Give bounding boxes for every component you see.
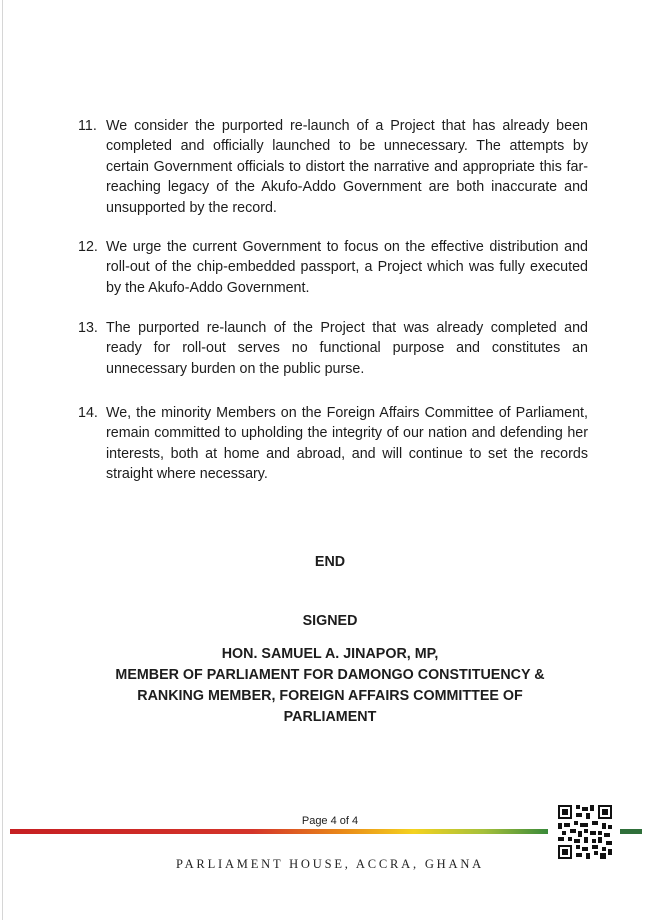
list-item-13 xyxy=(78,318,588,379)
end-label: END xyxy=(314,554,346,570)
item-text: We urge the current Government to focus on the effective distribution and roll-out of the chip-embedded passport, a Project which was fully executed by the Akufo-Addo Government. xyxy=(106,239,588,296)
list-item-14 xyxy=(78,403,588,485)
item-text: We consider the purported re-launch of a Project that has already been completed and officially launched to be unnecessary. The attempts by certain Government officials to distort the narrative and appropriate this far-reaching legacy of the Akufo-Addo Government are both inaccurate and unsupported by the record. xyxy=(106,118,588,216)
color-stripe xyxy=(10,829,548,834)
item-number: 11. xyxy=(78,118,97,134)
signatory-title-line3: PARLIAMENT xyxy=(283,709,377,725)
page-border xyxy=(2,0,3,920)
list-item-11 xyxy=(78,116,588,218)
list-item-12 xyxy=(78,237,588,298)
signatory-title-line2: RANKING MEMBER, FOREIGN AFFAIRS COMMITTEE OF xyxy=(137,688,523,704)
signatory-name: HON. SAMUEL A. JINAPOR, MP, xyxy=(221,646,439,662)
signatory-title-line1: MEMBER OF PARLIAMENT FOR DAMONGO CONSTITUENCY & xyxy=(115,667,545,683)
item-text: The purported re-launch of the Project that was already completed and ready for roll-out serves no functional purpose and constitutes an unnecessary burden on the public purse. xyxy=(106,320,588,377)
color-stripe-end xyxy=(620,829,642,834)
item-number: 12. xyxy=(78,239,98,255)
qr-code-icon xyxy=(558,805,612,859)
item-text: We, the minority Members on the Foreign Affairs Committee of Parliament, remain committed to upholding the integrity of our nation and defending her interests, both at home and abroad, and will continue to set the records straight where necessary. xyxy=(106,405,588,483)
item-number: 14. xyxy=(78,405,98,421)
signed-label: SIGNED xyxy=(302,613,358,629)
footer-address: PARLIAMENT HOUSE, ACCRA, GHANA xyxy=(176,857,484,871)
item-number: 13. xyxy=(78,320,98,336)
page-number: Page 4 of 4 xyxy=(301,815,359,827)
